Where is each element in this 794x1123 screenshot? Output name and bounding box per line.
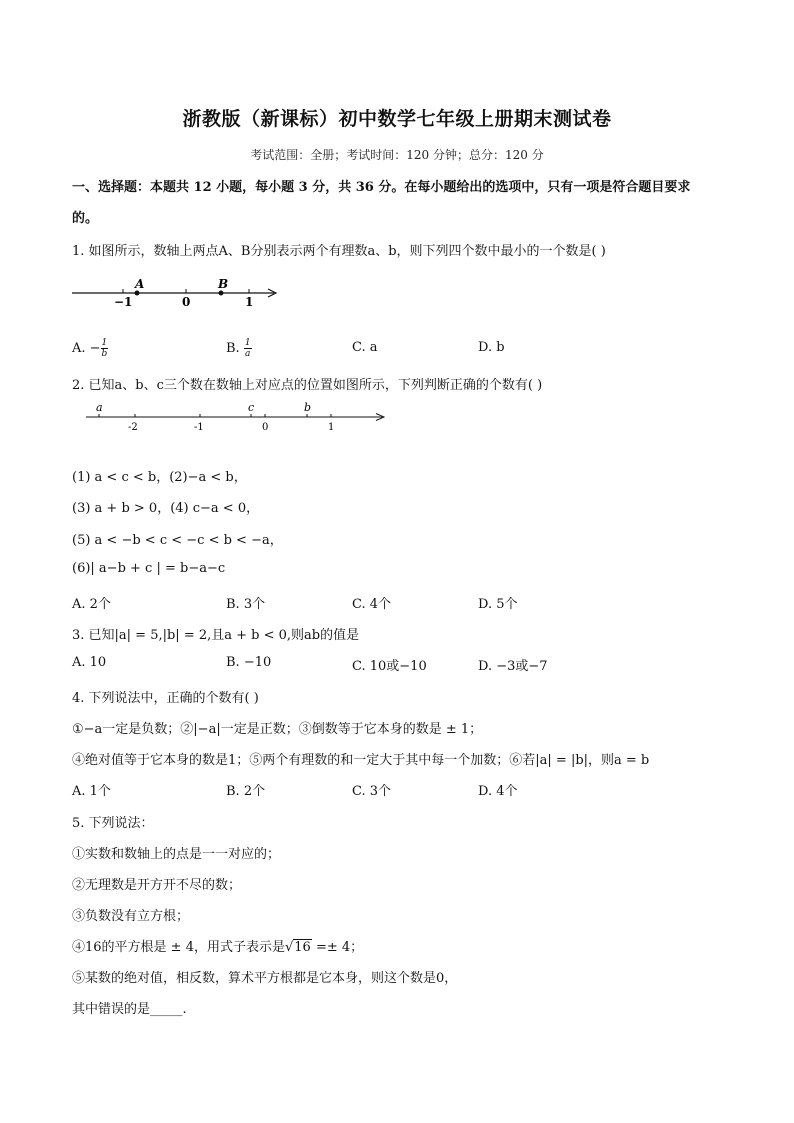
tick-label-1: 1 bbox=[245, 295, 254, 309]
q4-option-c[interactable]: C. 3个 bbox=[352, 784, 392, 799]
q1-option-b-fraction: $\frac{1}{a}$ bbox=[244, 338, 251, 359]
q2-option-c[interactable]: C. 4个 bbox=[352, 597, 392, 612]
sqrt-symbol: √ bbox=[284, 940, 294, 955]
q2-option-a[interactable]: A. 2个 bbox=[72, 597, 111, 612]
q3-option-a[interactable]: A. 10 bbox=[72, 655, 107, 670]
q5-item-1: ①实数和数轴上的点是一一对应的； bbox=[72, 847, 281, 862]
q5-closing: 其中错误的是_____. bbox=[72, 1002, 187, 1017]
q5-item-4 bbox=[72, 936, 363, 955]
page-title: 浙教版（新课标）初中数学七年级上册期末测试卷 bbox=[182, 108, 612, 130]
label-a: a bbox=[96, 401, 103, 414]
tick-label-neg1: −1 bbox=[114, 295, 133, 309]
q2-statement-2: (3) a + b > 0，(4) c−a < 0， bbox=[72, 501, 260, 516]
q5-item-3: ③负数没有立方根； bbox=[72, 909, 190, 924]
q4-option-d[interactable]: D. 4个 bbox=[478, 784, 518, 799]
q2-number-line bbox=[82, 398, 392, 434]
q5-item-4-suffix: =± 4； bbox=[311, 940, 364, 955]
q5-item-2: ②无理数是开方开不尽的数； bbox=[72, 878, 242, 893]
q2-stem: 2. 已知a、b、c三个数在数轴上对应点的位置如图所示，下列判断正确的个数有( ) bbox=[72, 378, 543, 393]
point-a bbox=[135, 291, 140, 296]
q3-option-c[interactable]: C. 10或−10 bbox=[352, 659, 427, 674]
q3-stem: 3. 已知|a| = 5,|b| = 2,且a + b < 0,则ab的值是 bbox=[72, 628, 360, 643]
q1-option-a[interactable] bbox=[72, 338, 108, 359]
q2-statement-4: (6)| a−b + c | = b−a−c bbox=[72, 561, 226, 576]
sqrt-radicand: 16 bbox=[294, 940, 311, 955]
tick-label-neg2: -2 bbox=[128, 422, 138, 433]
q1-option-a-fraction: $\frac{1}{b}$ bbox=[101, 338, 108, 359]
q1-option-c[interactable]: C. a bbox=[352, 340, 378, 355]
q4-option-b[interactable]: B. 2个 bbox=[226, 784, 266, 799]
q5-stem: 5. 下列说法： bbox=[72, 816, 154, 831]
point-b-label: B bbox=[218, 277, 229, 291]
q1-option-d[interactable]: D. b bbox=[478, 340, 505, 355]
q5-item-5: ⑤某数的绝对值，相反数，算术平方根都是它本身，则这个数是0， bbox=[72, 971, 458, 986]
q4-stem: 4. 下列说法中，正确的个数有( ) bbox=[72, 691, 259, 706]
q4-statements-line1: ①−a一定是负数；②|−a|一定是正数；③倒数等于它本身的数是 ± 1； bbox=[72, 722, 483, 737]
q2-option-d[interactable]: D. 5个 bbox=[478, 597, 518, 612]
q1-option-b-prefix: B. bbox=[226, 341, 244, 356]
section-heading-cont: 的。 bbox=[72, 211, 99, 226]
q2-option-b[interactable]: B. 3个 bbox=[226, 597, 266, 612]
label-c: c bbox=[248, 401, 255, 414]
q1-option-a-prefix: A. − bbox=[72, 341, 101, 356]
point-b bbox=[219, 291, 224, 296]
q2-statement-1: (1) a < c < b，(2)−a < b， bbox=[72, 470, 247, 485]
label-b: b bbox=[304, 401, 312, 414]
point-a-label: A bbox=[135, 277, 145, 291]
q1-stem: 1. 如图所示，数轴上两点A、B分别表示两个有理数a、b，则下列四个数中最小的一个数是( ) bbox=[72, 244, 606, 259]
exam-info: 考试范围：全册；考试时间：120 分钟；总分：120 分 bbox=[250, 148, 544, 162]
q3-option-d[interactable]: D. −3或−7 bbox=[478, 659, 548, 674]
tick-label-0: 0 bbox=[262, 422, 269, 433]
q2-statement-3: (5) a < −b < c < −c < b < −a， bbox=[72, 533, 283, 548]
tick-label-1: 1 bbox=[328, 422, 335, 433]
q5-item-4-prefix: ④16的平方根是 ± 4，用式子表示是 bbox=[72, 940, 285, 955]
q4-statements-line2: ④绝对值等于它本身的数是1；⑤两个有理数的和一定大于其中每一个加数；⑥若|a| = |b|，则a = b bbox=[72, 753, 650, 768]
q3-option-b[interactable]: B. −10 bbox=[226, 655, 272, 670]
q4-option-a[interactable]: A. 1个 bbox=[72, 784, 111, 799]
tick-label-neg1: -1 bbox=[194, 422, 204, 433]
tick-label-0: 0 bbox=[182, 295, 191, 309]
q1-number-line bbox=[68, 274, 288, 312]
q1-option-b[interactable] bbox=[226, 338, 252, 359]
section-heading: 一、选择题：本题共 12 小题，每小题 3 分，共 36 分。在每小题给出的选项中，只有一项是符合题目要求 bbox=[72, 180, 691, 195]
